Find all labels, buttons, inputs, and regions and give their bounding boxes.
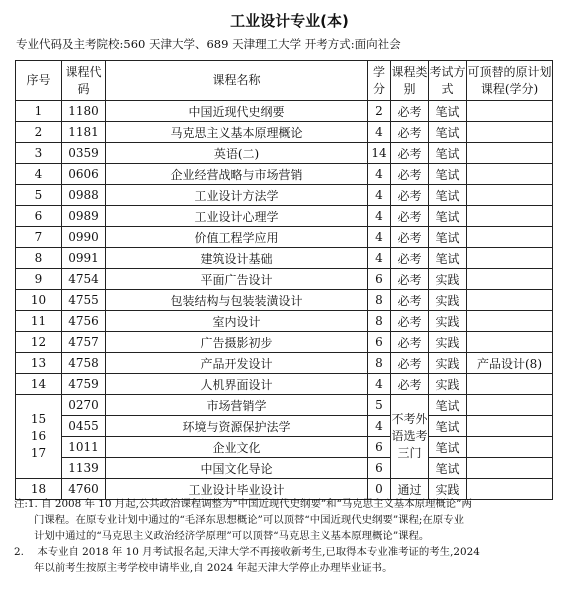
cell-exam: 笔试 xyxy=(429,122,467,143)
cell-name: 广告摄影初步 xyxy=(106,332,368,353)
cell-category: 必考 xyxy=(391,227,429,248)
cell-credit: 4 xyxy=(368,248,391,269)
group-seq-number: 16 xyxy=(30,429,47,443)
cell-exam: 笔试 xyxy=(429,416,467,437)
cell-name: 中国近现代史纲要 xyxy=(106,101,368,122)
cell-replace xyxy=(467,143,553,164)
cell-seq: 12 xyxy=(16,332,62,353)
cell-code: 0270 xyxy=(62,395,106,416)
cell-credit: 6 xyxy=(368,437,391,458)
table-header-row xyxy=(16,61,553,101)
note-1-line-3: 计划中通过的“马克思主义政治经济学原理”可以顶替“马克思主义基本原理概论”课程。 xyxy=(34,530,430,542)
note-2-number: 2. xyxy=(14,546,24,558)
cell-category: 必考 xyxy=(391,248,429,269)
cell-credit: 4 xyxy=(368,227,391,248)
group-category-label xyxy=(391,411,428,462)
cell-code: 0606 xyxy=(62,164,106,185)
group-seq-label xyxy=(16,411,61,462)
table-row xyxy=(16,227,553,248)
cell-name: 英语(二) xyxy=(106,143,368,164)
cell-exam: 笔试 xyxy=(429,248,467,269)
cell-category: 必考 xyxy=(391,353,429,374)
table-row xyxy=(16,206,553,227)
cell-name: 中国文化导论 xyxy=(106,458,368,479)
cell-category: 必考 xyxy=(391,269,429,290)
cell-replace xyxy=(467,458,553,479)
cell-credit: 4 xyxy=(368,122,391,143)
table-row xyxy=(16,332,553,353)
cell-name: 包装结构与包装装潢设计 xyxy=(106,290,368,311)
table-row xyxy=(16,122,553,143)
cell-category: 必考 xyxy=(391,290,429,311)
cell-code: 0989 xyxy=(62,206,106,227)
table-row xyxy=(16,185,553,206)
cell-replace xyxy=(467,122,553,143)
header-code: 课程代码 xyxy=(62,61,106,101)
header-credit: 学分 xyxy=(368,61,391,101)
cell-category: 必考 xyxy=(391,206,429,227)
note-1-line-2: 门课程。在原专业计划中通过的“毛泽东思想概论”可以顶替“中国近现代史纲要”课程;在原专业 xyxy=(34,514,464,526)
cell-exam: 实践 xyxy=(429,479,467,500)
cell-name: 马克思主义基本原理概论 xyxy=(106,122,368,143)
cell-exam: 笔试 xyxy=(429,101,467,122)
cell-seq: 1 xyxy=(16,101,62,122)
cell-credit: 0 xyxy=(368,479,391,500)
cell-seq: 3 xyxy=(16,143,62,164)
cell-exam: 实践 xyxy=(429,311,467,332)
table-row xyxy=(16,416,553,437)
group-category-text: 不考外 xyxy=(391,412,428,426)
note-2-line-1 xyxy=(14,544,570,560)
cell-name: 市场营销学 xyxy=(106,395,368,416)
cell-seq: 18 xyxy=(16,479,62,500)
page-title: 工业设计专业(本) xyxy=(230,12,349,30)
cell-replace xyxy=(467,227,553,248)
cell-name: 平面广告设计 xyxy=(106,269,368,290)
cell-category: 必考 xyxy=(391,122,429,143)
table-row xyxy=(16,311,553,332)
cell-credit: 2 xyxy=(368,101,391,122)
cell-exam: 笔试 xyxy=(429,437,467,458)
cell-name: 环境与资源保护法学 xyxy=(106,416,368,437)
cell-replace xyxy=(467,416,553,437)
table-row xyxy=(16,374,553,395)
cell-seq: 8 xyxy=(16,248,62,269)
cell-code: 0359 xyxy=(62,143,106,164)
cell-seq: 14 xyxy=(16,374,62,395)
course-table xyxy=(15,60,553,500)
cell-credit: 4 xyxy=(368,374,391,395)
cell-code: 0455 xyxy=(62,416,106,437)
cell-credit: 6 xyxy=(368,458,391,479)
cell-category: 通过 xyxy=(391,479,429,500)
cell-category-group xyxy=(391,395,429,479)
cell-name: 人机界面设计 xyxy=(106,374,368,395)
cell-replace xyxy=(467,311,553,332)
cell-name: 工业设计毕业设计 xyxy=(106,479,368,500)
cell-code: 4759 xyxy=(62,374,106,395)
cell-code: 4758 xyxy=(62,353,106,374)
note-1-number: 1. xyxy=(27,498,38,510)
cell-seq: 5 xyxy=(16,185,62,206)
table-row xyxy=(16,290,553,311)
cell-category: 必考 xyxy=(391,164,429,185)
cell-exam: 实践 xyxy=(429,269,467,290)
cell-seq: 10 xyxy=(16,290,62,311)
cell-name: 产品开发设计 xyxy=(106,353,368,374)
cell-credit: 5 xyxy=(368,395,391,416)
cell-replace: 产品设计(8) xyxy=(467,353,553,374)
cell-credit: 4 xyxy=(368,164,391,185)
table-row xyxy=(16,458,553,479)
cell-seq: 9 xyxy=(16,269,62,290)
cell-exam: 实践 xyxy=(429,353,467,374)
cell-credit: 4 xyxy=(368,206,391,227)
cell-code: 4755 xyxy=(62,290,106,311)
notes xyxy=(14,496,570,576)
cell-credit: 8 xyxy=(368,290,391,311)
cell-code: 1181 xyxy=(62,122,106,143)
cell-credit: 4 xyxy=(368,185,391,206)
header-category: 课程类别 xyxy=(391,61,429,101)
cell-exam: 实践 xyxy=(429,290,467,311)
cell-name: 企业文化 xyxy=(106,437,368,458)
cell-category: 必考 xyxy=(391,374,429,395)
cell-code: 4754 xyxy=(62,269,106,290)
notes-label: 注: xyxy=(14,498,28,510)
group-category-text: 语选考 xyxy=(391,429,428,443)
cell-exam: 笔试 xyxy=(429,395,467,416)
table-row xyxy=(16,248,553,269)
cell-credit: 6 xyxy=(368,332,391,353)
table-row xyxy=(16,164,553,185)
cell-credit: 6 xyxy=(368,269,391,290)
cell-exam: 实践 xyxy=(429,332,467,353)
cell-code: 1139 xyxy=(62,458,106,479)
table-row xyxy=(16,353,553,374)
cell-code: 0991 xyxy=(62,248,106,269)
cell-name: 工业设计方法学 xyxy=(106,185,368,206)
cell-seq: 11 xyxy=(16,311,62,332)
cell-credit: 4 xyxy=(368,416,391,437)
cell-seq: 7 xyxy=(16,227,62,248)
cell-seq: 2 xyxy=(16,122,62,143)
cell-code: 4760 xyxy=(62,479,106,500)
cell-replace xyxy=(467,290,553,311)
cell-exam: 实践 xyxy=(429,374,467,395)
header-replace: 可顶替的原计划课程(学分) xyxy=(467,61,553,101)
cell-replace xyxy=(467,374,553,395)
cell-category: 必考 xyxy=(391,185,429,206)
cell-category: 必考 xyxy=(391,101,429,122)
cell-replace xyxy=(467,437,553,458)
cell-category: 必考 xyxy=(391,311,429,332)
cell-code: 0990 xyxy=(62,227,106,248)
cell-seq: 4 xyxy=(16,164,62,185)
cell-exam: 笔试 xyxy=(429,206,467,227)
cell-name: 室内设计 xyxy=(106,311,368,332)
cell-replace xyxy=(467,395,553,416)
cell-code: 4756 xyxy=(62,311,106,332)
cell-replace xyxy=(467,206,553,227)
cell-replace xyxy=(467,185,553,206)
note-2-text-1: 本专业自 2018 年 10 月考试报名起,天津大学不再接收新考生,已取得本专业准考证的考生,2024 xyxy=(37,546,480,558)
cell-seq-group xyxy=(16,395,62,479)
cell-name: 企业经营战略与市场营销 xyxy=(106,164,368,185)
cell-exam: 笔试 xyxy=(429,185,467,206)
cell-replace xyxy=(467,101,553,122)
group-category-text: 三门 xyxy=(397,446,422,460)
cell-code: 0988 xyxy=(62,185,106,206)
cell-replace xyxy=(467,269,553,290)
group-seq-number: 15 xyxy=(30,412,47,426)
page-subtitle: 专业代码及主考院校:560 天津大学、689 天津理工大学 开考方式:面向社会 xyxy=(16,37,401,51)
cell-replace xyxy=(467,332,553,353)
table-row xyxy=(16,101,553,122)
cell-exam: 笔试 xyxy=(429,143,467,164)
cell-exam: 笔试 xyxy=(429,164,467,185)
cell-seq: 6 xyxy=(16,206,62,227)
cell-code: 1180 xyxy=(62,101,106,122)
cell-category: 必考 xyxy=(391,332,429,353)
group-seq-number: 17 xyxy=(30,446,47,460)
cell-name: 建筑设计基础 xyxy=(106,248,368,269)
cell-name: 工业设计心理学 xyxy=(106,206,368,227)
cell-credit: 8 xyxy=(368,353,391,374)
cell-credit: 14 xyxy=(368,143,391,164)
cell-name: 价值工程学应用 xyxy=(106,227,368,248)
cell-code: 4757 xyxy=(62,332,106,353)
note-2-line-2: 年以前考生按原主考学校申请毕业,自 2024 年起天津大学停止办理毕业证书。 xyxy=(34,562,393,574)
table-row xyxy=(16,395,553,416)
note-1-text-1: 自 2008 年 10 月起,公共政治课程调整为“中国近现代史纲要”和“马克思主义基本原理概论”两 xyxy=(41,498,472,510)
cell-replace xyxy=(467,248,553,269)
note-1-line-1 xyxy=(14,496,570,512)
cell-credit: 8 xyxy=(368,311,391,332)
cell-exam: 笔试 xyxy=(429,458,467,479)
header-seq: 序号 xyxy=(16,61,62,101)
cell-category: 必考 xyxy=(391,143,429,164)
cell-code: 1011 xyxy=(62,437,106,458)
cell-exam: 笔试 xyxy=(429,227,467,248)
cell-replace xyxy=(467,164,553,185)
table-row xyxy=(16,437,553,458)
table-row xyxy=(16,143,553,164)
header-name: 课程名称 xyxy=(106,61,368,101)
cell-seq: 13 xyxy=(16,353,62,374)
header-exam: 考试方式 xyxy=(429,61,467,101)
table-row xyxy=(16,269,553,290)
